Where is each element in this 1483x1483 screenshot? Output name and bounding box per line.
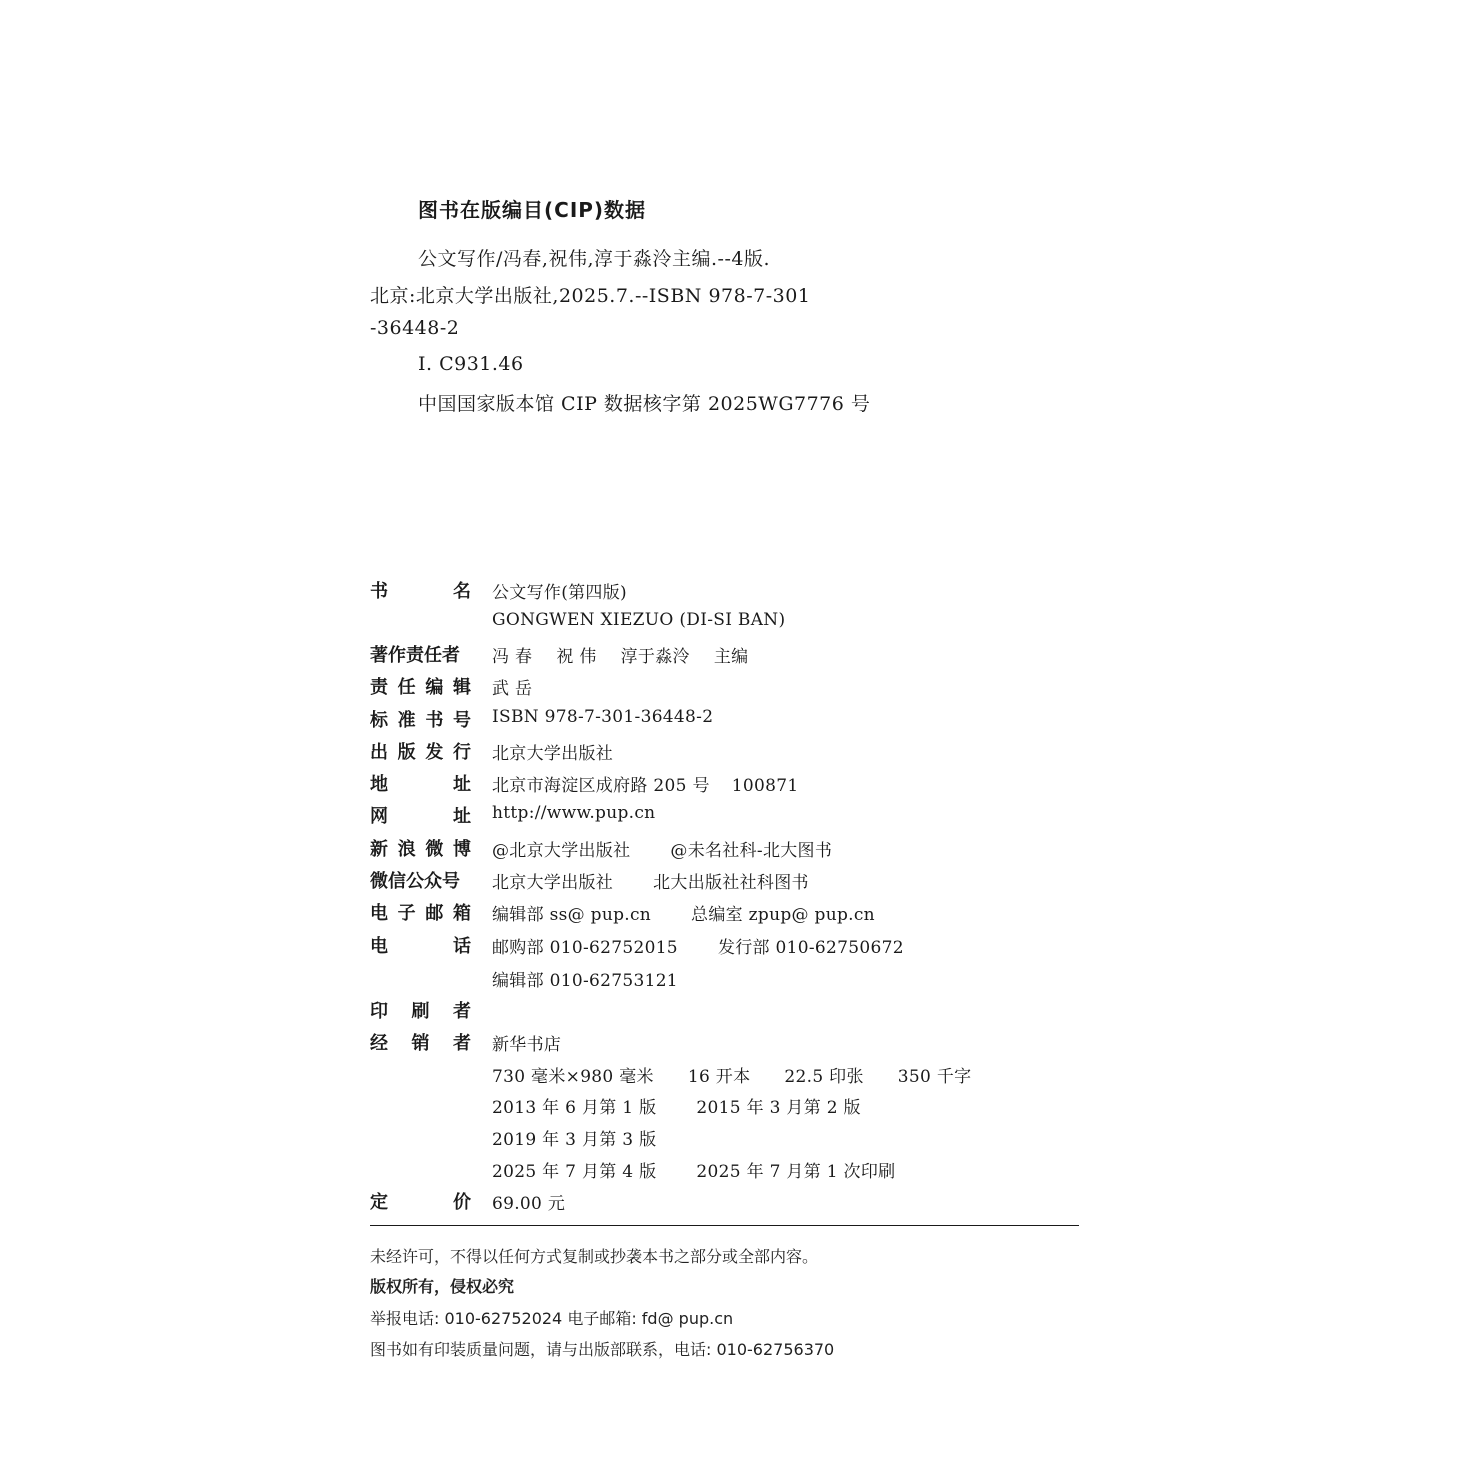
book-title-label-char2: 名 (453, 581, 471, 602)
report-contact: 举报电话: 010-62752024 电子邮箱: fd@ pup.cn (370, 1309, 734, 1328)
wechat-account-1: 北京大学出版社 (492, 873, 614, 893)
address-label-char2: 址 (453, 774, 471, 795)
weibo-label-char4: 博 (452, 839, 471, 860)
website-value: http://www.pup.cn (492, 803, 656, 823)
cip-title-line: 公文写作/冯春,祝伟,淳于淼泠主编.--4版. (418, 248, 770, 270)
edition-row-2 (492, 1125, 656, 1150)
address-label (370, 770, 471, 796)
distributor-label (370, 1029, 471, 1055)
website-label (370, 802, 471, 828)
isbn-label-char4: 号 (452, 710, 471, 731)
publisher-label-char3: 发 (425, 742, 444, 763)
weibo-label-char1: 新 (370, 839, 388, 860)
editor-label-char4: 辑 (452, 677, 471, 698)
authors-value (492, 642, 748, 667)
weibo-label-char3: 微 (425, 839, 444, 860)
email-label-char3: 邮 (425, 903, 444, 924)
weibo-label-char2: 浪 (397, 839, 416, 860)
phone-label-char1: 电 (370, 936, 388, 957)
publisher-label (370, 738, 471, 764)
distributor-label-char1: 经 (370, 1033, 388, 1054)
website-label-char1: 网 (370, 806, 388, 827)
weibo-account-1: @北京大学出版社 (492, 841, 631, 861)
edition-4: 2025 年 7 月第 4 版 (492, 1162, 657, 1182)
divider-line (370, 1225, 1079, 1226)
author-3: 淳于淼泠 (620, 647, 690, 667)
price-label (370, 1188, 471, 1214)
author-2: 祝 伟 (556, 647, 597, 667)
edition-row-1 (492, 1093, 861, 1118)
printer-label-char3: 者 (453, 1001, 471, 1022)
quality-contact: 图书如有印装质量问题，请与出版部联系，电话: 010-62756370 (370, 1340, 835, 1359)
isbn-label (370, 706, 471, 732)
phone-value (492, 933, 904, 958)
printer-label-char2: 刷 (411, 1001, 430, 1022)
address-zip: 100871 (731, 776, 799, 796)
isbn-value: ISBN 978-7-301-36448-2 (492, 707, 714, 727)
email-value (492, 900, 875, 925)
author-1: 冯 春 (492, 647, 533, 667)
book-title-label-char1: 书 (370, 581, 388, 602)
email-chief-office: 总编室 zpup@ pup.cn (691, 905, 875, 925)
distributor-value: 新华书店 (492, 1035, 562, 1055)
wechat-label: 微信公众号 (370, 871, 460, 892)
price-value: 69.00 元 (492, 1194, 566, 1214)
email-label-char1: 电 (370, 903, 388, 924)
address-label-char1: 地 (370, 774, 388, 795)
publisher-label-char4: 行 (452, 742, 471, 763)
editor-value: 武 岳 (492, 679, 533, 699)
printer-label (370, 997, 471, 1023)
publisher-value: 北京大学出版社 (492, 744, 614, 764)
cip-publisher-line: 北京:北京大学出版社,2025.7.--ISBN 978-7-301 (370, 285, 811, 307)
word-count: 350 千字 (897, 1067, 972, 1087)
copy-notice: 未经许可，不得以任何方式复制或抄袭本书之部分或全部内容。 (370, 1247, 819, 1266)
distributor-label-char3: 者 (453, 1033, 471, 1054)
edition-3: 2019 年 3 月第 3 版 (492, 1130, 657, 1150)
phone-mail-order: 邮购部 010-62752015 (492, 938, 678, 958)
isbn-label-char3: 书 (425, 710, 444, 731)
book-specs (492, 1062, 971, 1087)
author-role: 主编 (713, 647, 749, 667)
wechat-value (492, 868, 809, 893)
website-label-char2: 址 (453, 806, 471, 827)
isbn-label-char1: 标 (370, 710, 388, 731)
publisher-label-char1: 出 (370, 742, 388, 763)
printer-label-char1: 印 (370, 1001, 388, 1022)
address-value (492, 771, 798, 796)
weibo-account-2: @未名社科-北大图书 (670, 841, 833, 861)
format: 16 开本 (687, 1067, 751, 1087)
rights-notice: 版权所有，侵权必究 (370, 1277, 515, 1296)
phone-label-char2: 话 (453, 936, 471, 957)
weibo-label (370, 835, 471, 861)
book-title-english: GONGWEN XIEZUO (DI-SI BAN) (492, 610, 786, 630)
price-label-char1: 定 (370, 1192, 388, 1213)
cip-isbn-continuation: -36448-2 (370, 317, 460, 339)
price-label-char2: 价 (453, 1192, 471, 1213)
paper-size: 730 毫米×980 毫米 (492, 1067, 654, 1087)
phone-distribution: 发行部 010-62750672 (717, 938, 904, 958)
edition-row-3 (492, 1157, 895, 1182)
phone-label (370, 932, 471, 958)
printing-1: 2025 年 7 月第 1 次印刷 (696, 1162, 896, 1182)
edition-1: 2013 年 6 月第 1 版 (492, 1098, 657, 1118)
cip-record-number: 中国国家版本馆 CIP 数据核字第 2025WG7776 号 (418, 393, 871, 415)
publisher-label-char2: 版 (397, 742, 416, 763)
email-label-char4: 箱 (452, 903, 471, 924)
phone-editorial: 编辑部 010-62753121 (492, 971, 678, 991)
isbn-label-char2: 准 (397, 710, 416, 731)
edition-2: 2015 年 3 月第 2 版 (696, 1098, 861, 1118)
editor-label-char3: 编 (425, 677, 444, 698)
book-title-value: 公文写作(第四版) (492, 583, 627, 603)
editor-label-char1: 责 (370, 677, 388, 698)
book-title-label (370, 577, 471, 603)
cip-heading: 图书在版编目(CIP)数据 (418, 198, 647, 222)
editor-label (370, 673, 471, 699)
cip-classification: Ⅰ. C931.46 (418, 353, 524, 375)
weibo-value (492, 836, 832, 861)
address-street: 北京市海淀区成府路 205 号 (492, 776, 710, 796)
email-label (370, 899, 471, 925)
editor-label-char2: 任 (397, 677, 416, 698)
email-label-char2: 子 (397, 903, 416, 924)
email-editorial: 编辑部 ss@ pup.cn (492, 905, 652, 925)
distributor-label-char2: 销 (411, 1033, 430, 1054)
sheets: 22.5 印张 (784, 1067, 864, 1087)
authors-label: 著作责任者 (370, 645, 460, 666)
wechat-account-2: 北大出版社社科图书 (653, 873, 809, 893)
